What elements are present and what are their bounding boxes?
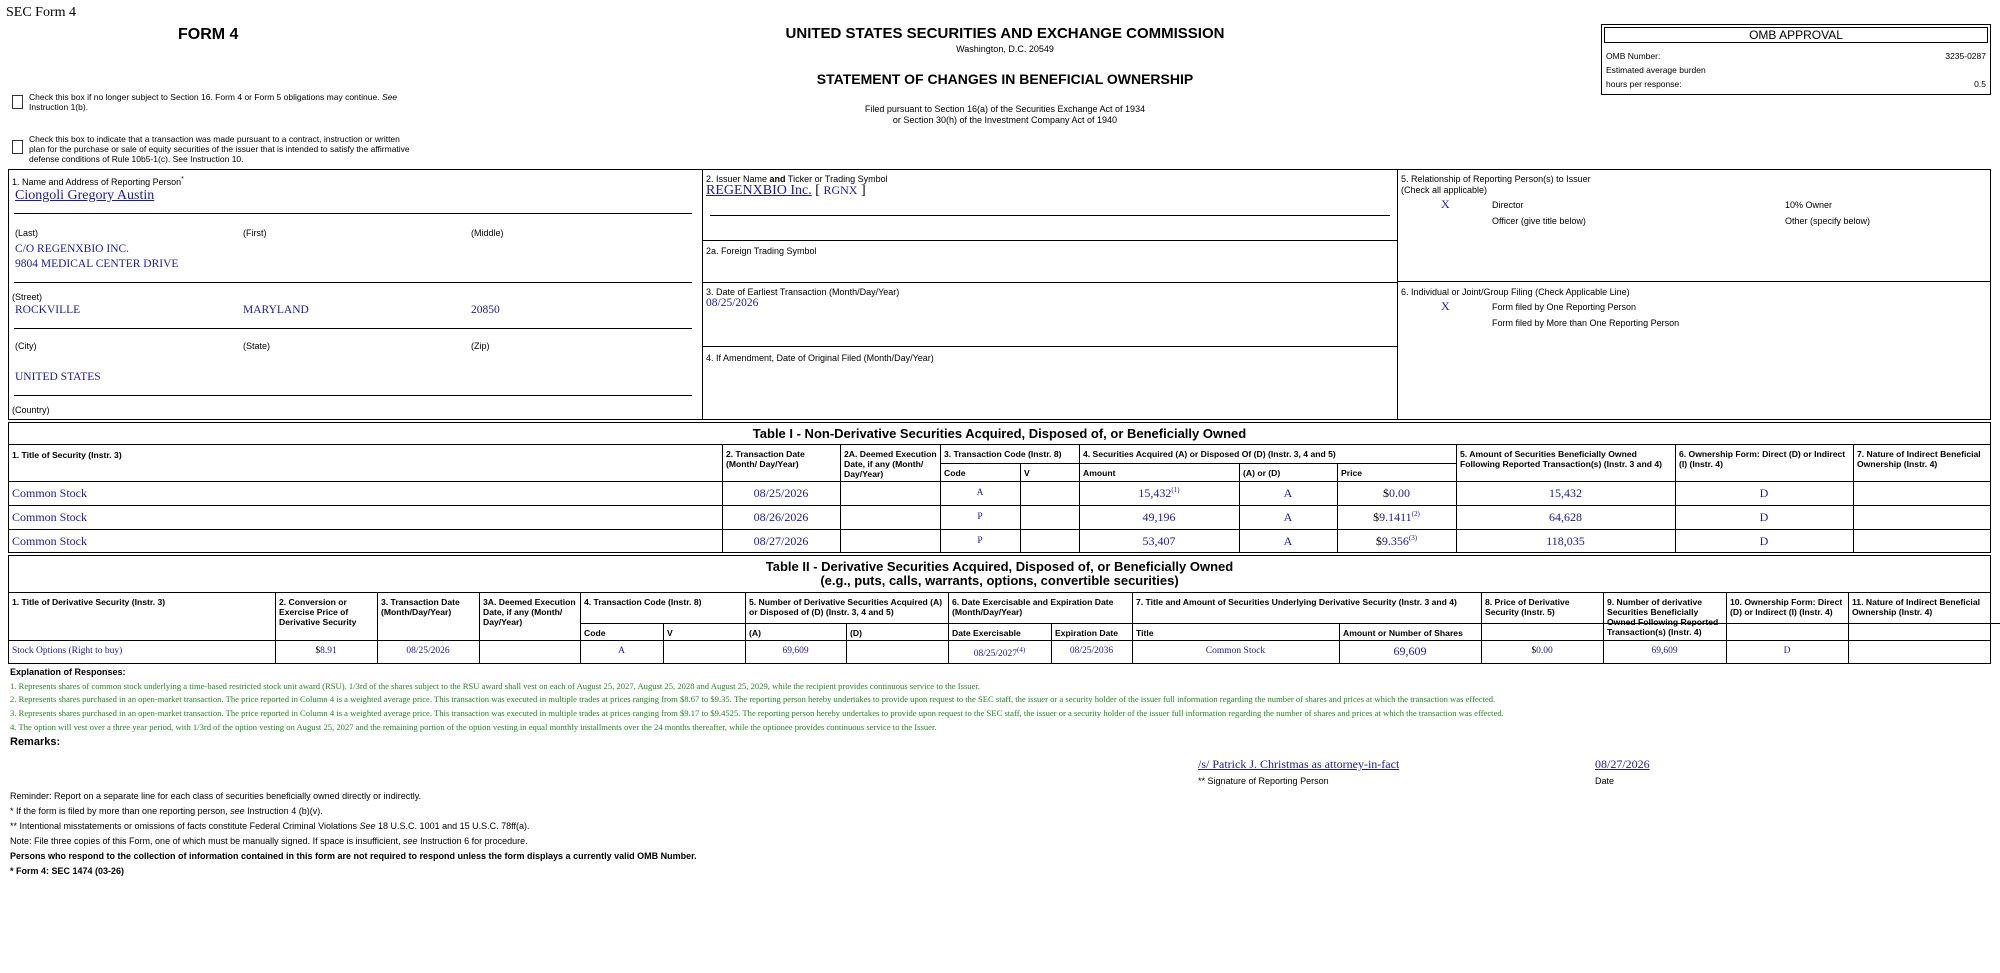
table-row-aord: A: [1283, 486, 1293, 500]
t2-col5-a-header: (A): [749, 628, 761, 638]
section16-checkbox[interactable]: [12, 95, 23, 109]
table-row-title: Common Stock: [12, 510, 88, 524]
table-row-owned: 15,432: [1549, 486, 1582, 500]
note-misstatements: ** Intentional misstatements or omissions of facts constitute Federal Criminal Violations See 18 U.S.C. 1001 and 15 U.S.C. 78ff(a).: [10, 821, 530, 831]
t2-col5-d-header: (D): [850, 628, 862, 638]
table-row-amount: 49,196: [1142, 510, 1176, 524]
note-omb: Persons who respond to the collection of information contained in this form are not required to respond unless the form displays a currently valid OMB Number.: [10, 851, 697, 861]
t2-col2-header: 2. Conversion or Exercise Price of Derivative Security: [279, 597, 357, 627]
t2-col4-code-header: Code: [584, 628, 606, 638]
table-row-date: 08/27/2026: [753, 534, 809, 548]
ticker-close: ]: [860, 183, 866, 198]
agency-name: UNITED STATES SECURITIES AND EXCHANGE COMMISSION: [785, 25, 1225, 42]
signature-date: 08/27/2026: [1595, 757, 1650, 771]
remarks-label: Remarks:: [10, 736, 61, 748]
note-copies: Note: File three copies of this Form, one of which must be manually signed. If space is insufficient, see Instruction 6 for procedure.: [10, 836, 528, 846]
table-row-owned: 118,035: [1546, 534, 1585, 548]
table-row-code: A: [976, 488, 984, 498]
t1-col6-header: 6. Ownership Form: Direct (D) or Indirect (I) (Instr. 4): [1679, 449, 1846, 469]
rule10b5-checkbox[interactable]: [12, 140, 23, 154]
filing-one-label: Form filed by One Reporting Person: [1492, 302, 1637, 312]
statement-title: STATEMENT OF CHANGES IN BENEFICIAL OWNERSHIP: [816, 71, 1194, 87]
t1-col2a-header: 2A. Deemed Execution Date, if any (Month/ Day/Year): [844, 449, 937, 479]
note-multiple-persons: * If the form is filed by more than one reporting person, see Instruction 4 (b)(v).: [10, 806, 323, 816]
filing-one-mark[interactable]: X: [1441, 299, 1450, 313]
t2-col6-ex-header: Date Exercisable: [952, 628, 1021, 638]
last-label: (Last): [15, 228, 39, 238]
t2-row-expiration: 08/25/2036: [1069, 646, 1114, 656]
footnote-1: 1. Represents shares of common stock underlying a time-based restricted stock unit award (RSU). 1/3rd of the shares subject to the RSU award shall vest on each of August 25, 2027, August 25, 2028 and August 25, 2029, while the recipient provides continuous service to the Issuer.: [10, 681, 980, 691]
corner-label: SEC Form 4: [6, 5, 77, 20]
table1-title: Table I - Non-Derivative Securities Acquired, Disposed of, or Beneficially Owned: [752, 426, 1247, 441]
signature-label: ** Signature of Reporting Person: [1198, 776, 1329, 786]
t2-col4-header: 4. Transaction Code (Instr. 8): [584, 597, 702, 607]
t1-col4-price-header: Price: [1341, 468, 1363, 478]
t2-col5-header: 5. Number of Derivative Securities Acquired (A) or Disposed of (D) (Instr. 3, 4 and 5): [749, 597, 943, 617]
t2-row-owned: 69,609: [1651, 646, 1678, 656]
table-row-owned: 64,628: [1549, 510, 1582, 524]
zip-label: (Zip): [471, 341, 490, 351]
table-row-title: Common Stock: [12, 534, 88, 548]
t2-row-date: 08/25/2026: [406, 646, 450, 656]
issuer-name-ticker: [706, 183, 866, 199]
explanation-label: Explanation of Responses:: [10, 667, 126, 677]
t2-row-code: A: [618, 646, 625, 656]
t2-col8-header: 8. Price of Derivative Security (Instr. 5): [1485, 597, 1570, 617]
t2-col7-amount-header: Amount or Number of Shares: [1343, 628, 1463, 638]
street-line1: C/O REGENXBIO INC.: [15, 243, 130, 255]
relationship-label: 5. Relationship of Reporting Person(s) to Issuer: [1401, 174, 1591, 184]
reporting-person-label: 1. Name and Address of Reporting Person*: [12, 176, 184, 187]
t1-col4-header: 4. Securities Acquired (A) or Disposed Of (D) (Instr. 3, 4 and 5): [1083, 449, 1336, 459]
t2-col11-header: 11. Nature of Indirect Beneficial Ownership (Instr. 4): [1852, 597, 1980, 617]
amendment-label: 4. If Amendment, Date of Original Filed (Month/Day/Year): [706, 353, 934, 363]
filing-label: 6. Individual or Joint/Group Filing (Check Applicable Line): [1401, 287, 1630, 297]
filing-more-label: Form filed by More than One Reporting Person: [1492, 318, 1680, 328]
zip-value: 20850: [471, 304, 500, 316]
table-row-price: $0.00: [1383, 486, 1410, 500]
note-form-number: * Form 4: SEC 1474 (03-26): [10, 866, 125, 876]
street-line2: 9804 MEDICAL CENTER DRIVE: [15, 258, 179, 270]
omb-approval-box: [1601, 24, 1991, 95]
reporting-person-name-link[interactable]: Ciongoli Gregory Austin: [15, 188, 155, 203]
omb-number-label: OMB Number:: [1606, 51, 1661, 61]
table-row-price: $9.1411$^{(2)}$: [1373, 510, 1420, 524]
footnote-2: 2. Represents shares purchased in an open-market transaction. The price reported in Column 4 is a weighted average price. This transaction was executed in multiple trades at prices ranging from $8.67 to $9.35. The reporting person hereby undertakes to provide upon request to the SEC staff, the issuer or a security holder of the issuer full information regarding the number of shares and prices at which the transaction was effected.: [10, 694, 1496, 704]
t2-col3-header: 3. Transaction Date (Month/Day/Year): [381, 597, 460, 617]
omb-title: OMB APPROVAL: [1604, 27, 1988, 43]
t2-row-form: D: [1783, 646, 1791, 656]
t2-row-conversion: $8.91: [315, 646, 337, 656]
filed-pursuant-line1: Filed pursuant to Section 16(a) of the Securities Exchange Act of 1934: [864, 104, 1146, 114]
t1-col4-aord-header: (A) or (D): [1243, 468, 1281, 478]
omb-number-value: 3235-0287: [1945, 51, 1986, 61]
t1-col1-header: 1. Title of Security (Instr. 3): [12, 450, 122, 460]
footnote-4: 4. The option will vest over a three year period, with 1/3rd of the option vesting on August 25, 2027 and the remaining portion of the option vesting in equal monthly installments over the 24 months thereafter, while the optionee provides continuous service to the Issuer.: [10, 722, 937, 732]
section16-checkbox-label: Check this box if no longer subject to Section 16. Form 4 or Form 5 obligations may continue. See Instruction 1(b).: [29, 92, 398, 112]
t2-row-title: Stock Options (Right to buy): [12, 646, 123, 656]
form-title: FORM 4: [178, 26, 239, 43]
other-label: Other (specify below): [1785, 216, 1871, 226]
country-value: UNITED STATES: [15, 371, 101, 383]
note-reminder: Reminder: Report on a separate line for each class of securities beneficially owned directly or indirectly.: [10, 791, 422, 801]
country-label: (Country): [12, 405, 50, 415]
t1-col5-header: 5. Amount of Securities Beneficially Owned Following Reported Transaction(s) (Instr. 3 and 4): [1460, 449, 1662, 469]
table-row-amount: 15,432$^{(1)}$: [1138, 486, 1180, 500]
t1-col3-v-header: V: [1024, 468, 1030, 478]
middle-label: (Middle): [471, 228, 504, 238]
table-row-form: D: [1759, 486, 1769, 500]
street-label: (Street): [12, 292, 43, 302]
footnote-3: 3. Represents shares purchased in an open-market transaction. The price reported in Column 4 is a weighted average price. This transaction was executed in multiple trades at prices ranging from $9.17 to $9.4525. The reporting person hereby undertakes to provide upon request to the SEC staff, the issuer or a security holder of the issuer full information regarding the number of shares and prices at which the transaction was effected.: [10, 708, 1504, 718]
table-row-aord: A: [1283, 534, 1293, 548]
signature-date-label: Date: [1595, 776, 1615, 786]
ticker-open: [: [815, 183, 820, 198]
table-row-price: $9.356$^{(3)}$: [1375, 534, 1418, 548]
state-label: (State): [243, 341, 271, 351]
t1-col7-header: 7. Nature of Indirect Beneficial Ownership (Instr. 4): [1857, 449, 1981, 469]
issuer-name-link[interactable]: REGENXBIO Inc.: [706, 183, 812, 198]
t1-col4-amount-header: Amount: [1083, 468, 1116, 478]
signature-name: /s/ Patrick J. Christmas as attorney-in-fact: [1198, 757, 1400, 771]
director-label: Director: [1492, 200, 1524, 210]
t1-col3-header: 3. Transaction Code (Instr. 8): [944, 449, 1062, 459]
t2-row-price: $0.00: [1531, 646, 1553, 656]
rule10b5-checkbox-label: Check this box to indicate that a transaction was made pursuant to a contract, instruction or written plan for the purchase or sale of equity securities of the issuer that is intended to satisfy the affirmative defense conditions of Rule 10b5-1(c). See Instruction 10.: [29, 134, 410, 164]
table-row-amount: 53,407: [1142, 534, 1176, 548]
relationship-sublabel: (Check all applicable): [1401, 185, 1488, 195]
table-row-code: P: [977, 536, 983, 546]
t2-col6-header: 6. Date Exercisable and Expiration Date (Month/Day/Year): [952, 597, 1114, 617]
t2-row-underlying-amount: 69,609: [1393, 644, 1427, 658]
omb-hours-value: 0.5: [1974, 79, 1986, 89]
first-label: (First): [243, 228, 267, 238]
earliest-date-value: 08/25/2026: [706, 297, 759, 309]
issuer-label: 2. Issuer Name and Ticker or Trading Symbol: [706, 174, 888, 184]
reporting-info-box: [8, 169, 1991, 420]
table-row-title: Common Stock: [12, 486, 88, 500]
director-mark[interactable]: X: [1441, 197, 1450, 211]
table-row-date: 08/25/2026: [753, 486, 809, 500]
t2-col6-exp-header: Expiration Date: [1055, 628, 1119, 638]
ticker-symbol: RGNX: [823, 183, 858, 197]
t2-col9-header: 9. Number of derivative Securities Beneficially Owned Following Reported Transaction(s) (Instr. 4): [1607, 597, 1719, 637]
t2-col10-header: 10. Ownership Form: Direct (D) or Indirect (I) (Instr. 4): [1730, 597, 1843, 617]
t2-row-exercisable: 08/25/2027$^{(4)}$: [973, 646, 1026, 660]
city-label: (City): [15, 341, 37, 351]
table-row-form: D: [1759, 534, 1769, 548]
state-value: MARYLAND: [243, 304, 309, 316]
officer-label: Officer (give title below): [1492, 216, 1586, 226]
filed-pursuant-line2: or Section 30(h) of the Investment Company Act of 1940: [892, 115, 1118, 125]
t1-col3-code-header: Code: [944, 468, 966, 478]
t2-col1-header: 1. Title of Derivative Security (Instr. 3): [12, 597, 166, 607]
omb-hours-label: hours per response:: [1606, 79, 1682, 89]
t2-col4-v-header: V: [667, 628, 673, 638]
table2-subtitle: (e.g., puts, calls, warrants, options, convertible securities): [820, 573, 1179, 588]
omb-burden-label: Estimated average burden: [1606, 65, 1706, 75]
agency-address: Washington, D.C. 20549: [956, 44, 1054, 54]
table2-title: Table II - Derivative Securities Acquired, Disposed of, or Beneficially Owned: [765, 559, 1234, 574]
t1-col2-header: 2. Transaction Date (Month/ Day/Year): [726, 449, 805, 469]
table-row-aord: A: [1283, 510, 1293, 524]
table-row-date: 08/26/2026: [753, 510, 809, 524]
table-row-form: D: [1759, 510, 1769, 524]
t2-row-underlying-title: Common Stock: [1205, 646, 1266, 656]
t2-row-acquired: 69,609: [782, 646, 809, 656]
table-row-code: P: [977, 512, 983, 522]
city-value: ROCKVILLE: [15, 304, 81, 316]
foreign-symbol-label: 2a. Foreign Trading Symbol: [706, 246, 817, 256]
t2-col3a-header: 3A. Deemed Execution Date, if any (Month/ Day/Year): [483, 597, 576, 627]
t2-col7-title-header: Title: [1136, 628, 1154, 638]
earliest-date-label: 3. Date of Earliest Transaction (Month/Day/Year): [706, 287, 900, 297]
t2-col7-header: 7. Title and Amount of Securities Underlying Derivative Security (Instr. 3 and 4): [1136, 597, 1457, 607]
ten-percent-owner-label: 10% Owner: [1785, 200, 1833, 210]
